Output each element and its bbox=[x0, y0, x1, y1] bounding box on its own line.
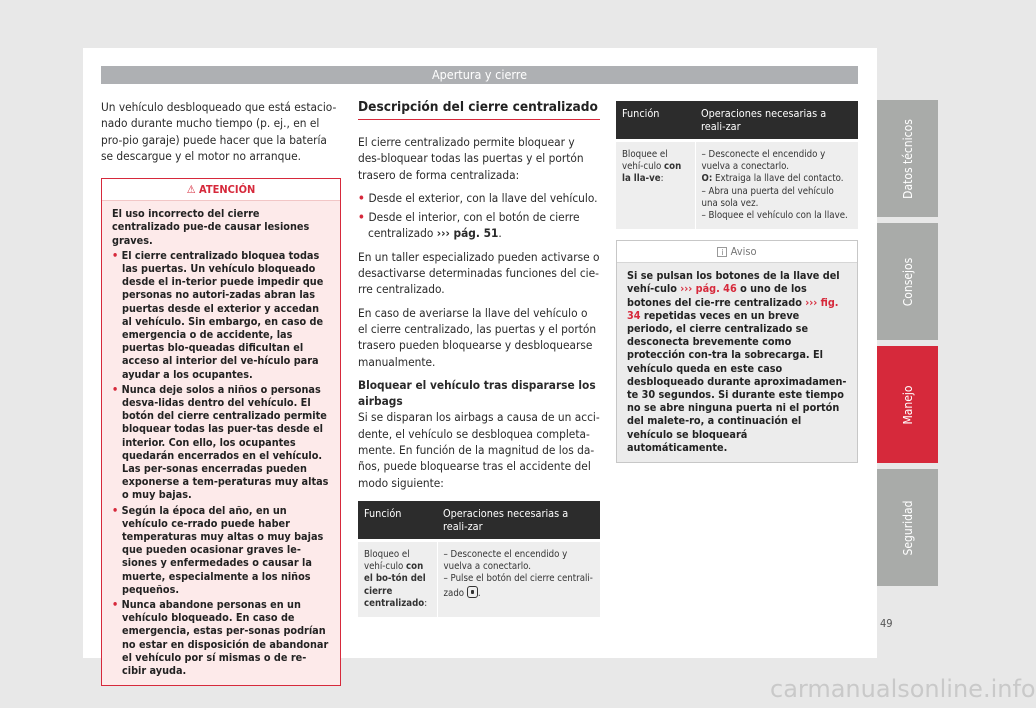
function-table bbox=[616, 101, 858, 229]
warning-body bbox=[102, 201, 340, 685]
warning-item: • Según la época del año, en un vehículo ce-rrado puede haber temperaturas muy altas o muy bajas que pueden ocasionar graves le-siones y enfermedades o causar la muerte, especialmente a los niños pequeños. bbox=[112, 503, 324, 596]
page-link[interactable]: ››› pág. 51 bbox=[436, 226, 499, 241]
warning-lead: El uso incorrecto del cierre centralizado pue-de causar lesiones graves. bbox=[112, 207, 310, 247]
info-title: Aviso bbox=[730, 245, 757, 259]
info-header bbox=[617, 241, 857, 263]
watermark: carmanualsonline.info bbox=[770, 675, 1036, 703]
table-cell: – Desconecte el encendido y vuelva a conectarlo. O: Extraiga la llave del contacto. – Abra una puerta del vehículo una sola vez. – Bloquee el vehículo con la llave. bbox=[695, 142, 858, 229]
tab-consejos[interactable]: Consejos bbox=[877, 223, 938, 340]
table-row bbox=[358, 542, 600, 617]
tab-seguridad[interactable]: Seguridad bbox=[877, 469, 938, 586]
warning-box bbox=[101, 178, 341, 686]
tab-manejo[interactable]: Manejo bbox=[877, 346, 938, 463]
section-title: Descripción del cierre centralizado bbox=[358, 99, 600, 120]
table-header: Operaciones necesarias a reali-zar bbox=[437, 501, 600, 539]
table-header: Operaciones necesarias a reali-zar bbox=[695, 101, 858, 139]
table-header: Función bbox=[358, 501, 437, 539]
bullet-item: • Desde el interior, con el botón de cierre centralizado ››› pág. 51. bbox=[358, 210, 580, 241]
paragraph: En un taller especializado pueden activarse o desactivarse determinadas funciones del cie-rre centralizado. bbox=[358, 249, 600, 297]
column-left bbox=[101, 99, 341, 686]
info-body: Si se pulsan los botones de la llave del vehí-culo ››› pág. 46 o uno de los botones del cie-rre centralizado ››› fig. 34 repetidas veces en un breve periodo, el cierre centralizado se desconecta brevemente como protección con-tra la sobrecarga. El vehículo queda en este caso desbloqueado durante aproximadamen-te 30 segundos. Si durante este tiempo no se abre ninguna puerta ni el portón del malete-ro, a continuación el vehículo se bloqueará automáticamente. bbox=[627, 269, 847, 454]
paragraph: El cierre centralizado permite bloquear y des-bloquear todas las puertas y el portón trasero de forma centralizada: bbox=[358, 135, 584, 182]
figure-link[interactable]: ››› fig. 34 bbox=[627, 295, 839, 322]
table-cell: Bloqueo el vehí-culo con el bo-tón del cierre centralizado: bbox=[358, 542, 437, 617]
side-tabs bbox=[877, 100, 938, 592]
info-icon: i bbox=[717, 247, 727, 257]
info-box bbox=[616, 240, 858, 463]
table-row bbox=[616, 142, 858, 229]
function-table bbox=[358, 501, 600, 617]
table-header: Función bbox=[616, 101, 695, 139]
bullet-item: • Desde el exterior, con la llave del vehículo. bbox=[358, 190, 598, 205]
paragraph: Si se disparan los airbags a causa de un acci-dente, el vehículo se desbloquea completa-mente. En función de la magnitud de los da-ños, puede bloquearse tras el accidente del modo siguiente: bbox=[358, 410, 600, 490]
warning-item: • El cierre centralizado bloquea todas las puertas. Un vehículo bloqueado desde el in-terior puede impedir que personas no autori-zadas abran las puertas desde el exterior y accedan al vehículo. Sin embargo, en caso de emergencia o de accidente, las puertas blo-queadas dificultan el acceso al interior del ve-hículo para ayudar a los ocupantes. bbox=[112, 248, 324, 381]
warning-title: ATENCIÓN bbox=[199, 183, 256, 197]
warning-icon: ⚠ bbox=[186, 183, 196, 197]
column-right bbox=[616, 101, 858, 463]
intro-paragraph: Un vehículo desbloqueado que está estacio-nado durante mucho tiempo (p. ej., en el pro-pio garaje) puede hacer que la batería se descargue y el motor no arranque. bbox=[101, 100, 337, 163]
warning-item: • Nunca abandone personas en un vehículo bloqueado. En caso de emergencia, estas per-sonas podrían no estar en disposición de abandonar el vehículo por sí mismas o de re-cibir ayuda. bbox=[112, 598, 329, 678]
page-number: 49 bbox=[880, 617, 893, 630]
page-header: Apertura y cierre bbox=[101, 66, 858, 84]
warning-item: • Nunca deje solos a niños o personas desva-lidas dentro del vehículo. El botón del cierre centralizado permite bloquear todas las puer-tas desde el interior. Con ello, los ocupantes quedarán encerrados en el vehículo. Las per-sonas encerradas pueden exponerse a tem-peraturas muy altas o muy bajas. bbox=[112, 382, 329, 502]
tab-datos-tecnicos[interactable]: Datos técnicos bbox=[877, 100, 938, 217]
page-link[interactable]: ››› pág. 46 bbox=[680, 282, 737, 296]
paragraph: En caso de averiarse la llave del vehículo o el cierre centralizado, las puertas y el portón trasero pueden bloquearse y desbloquearse manualmente. bbox=[358, 305, 597, 369]
subheading: Bloquear el vehículo tras dispararse los airbags bbox=[358, 377, 596, 409]
lock-icon bbox=[467, 586, 478, 598]
warning-header bbox=[102, 179, 340, 201]
table-cell: Bloquee el vehí-culo con la lla-ve: bbox=[616, 142, 695, 229]
column-middle bbox=[358, 99, 600, 617]
table-cell: – Desconecte el encendido y vuelva a conectarlo. – Pulse el botón del cierre centrali-zado . bbox=[437, 542, 600, 617]
